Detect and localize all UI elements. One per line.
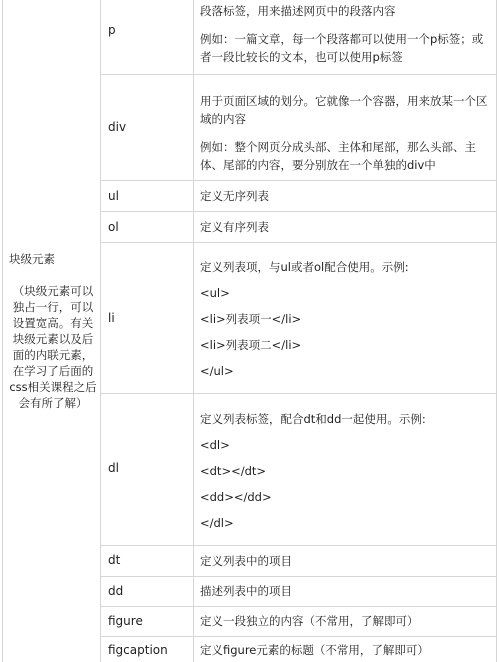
row-divider: [101, 393, 496, 394]
tag-name: figcaption: [108, 643, 168, 657]
description-text: 定义列表标签，配合dt和dd一起使用。示例:: [200, 412, 426, 426]
code-line: <ul>: [200, 286, 230, 300]
tag-name: li: [108, 311, 115, 325]
code-line: <dt></dt>: [200, 464, 267, 478]
row-divider: [101, 545, 496, 546]
tag-name: dt: [108, 553, 121, 567]
tag-name: dd: [108, 584, 124, 598]
description-text: 定义有序列表: [200, 220, 269, 234]
category-cell: [3, 0, 101, 662]
tag-description: [200, 92, 492, 174]
tag-name: ul: [108, 189, 119, 203]
description-text: 定义一段独立的内容（不常用，了解即可）: [200, 614, 419, 628]
description-text: 定义列表中的项目: [200, 554, 292, 568]
tag-name: dl: [108, 461, 119, 475]
code-line: <li>列表项二</li>: [200, 338, 302, 352]
tag-name: ol: [108, 220, 119, 234]
tag-description: [200, 641, 492, 659]
column-divider-2: [193, 0, 194, 662]
description-text: 例如：整个网页分成头部、主体和尾部，那么头部、主体、尾部的内容，要分别放在一个单独的div中: [200, 140, 476, 172]
tag-name: figure: [108, 614, 143, 628]
code-line: <dd></dd>: [200, 490, 272, 504]
description-text: 段落标签，用来描述网页中的段落内容: [200, 4, 396, 18]
category-note: （块级元素可以独占一行，可以设置宽高。有关块级元素以及后面的内联元素，在学习了后面的css相关课程之后会有所了解）: [9, 284, 97, 410]
tag-description: [200, 218, 492, 236]
category-title: 块级元素: [9, 252, 55, 266]
code-line: </dl>: [200, 516, 234, 530]
description-text: 定义列表项，与ul或者ol配合使用。示例:: [200, 260, 409, 274]
code-line: <li>列表项一</li>: [200, 312, 302, 326]
row-divider: [101, 242, 496, 243]
html-tags-table: [2, 0, 497, 662]
tag-description: [200, 552, 492, 570]
tag-name: div: [108, 120, 127, 134]
row-divider: [101, 211, 496, 212]
description-text: 例如：一篇文章，每一个段落都可以使用一个p标签；或者一段比较长的文本，也可以使用p标签: [200, 32, 484, 64]
tag-description: [200, 410, 492, 532]
tag-description: [200, 258, 492, 380]
description-text: 用于页面区域的划分。它就像一个容器，用来放某一个区域的内容: [200, 94, 488, 126]
tag-description: [200, 612, 492, 630]
description-text: 定义figure元素的标题（不常用，了解即可）: [200, 643, 429, 657]
tag-description: [200, 2, 492, 66]
row-divider: [101, 636, 496, 637]
row-divider: [101, 576, 496, 577]
description-text: 描述列表中的项目: [200, 584, 292, 598]
row-divider: [101, 606, 496, 607]
description-text: 定义无序列表: [200, 189, 269, 203]
tag-name: p: [108, 23, 116, 37]
row-divider: [101, 180, 496, 181]
code-line: <dl>: [200, 438, 230, 452]
tag-description: [200, 187, 492, 205]
row-divider: [101, 74, 496, 75]
code-line: </ul>: [200, 364, 234, 378]
tag-description: [200, 582, 492, 600]
